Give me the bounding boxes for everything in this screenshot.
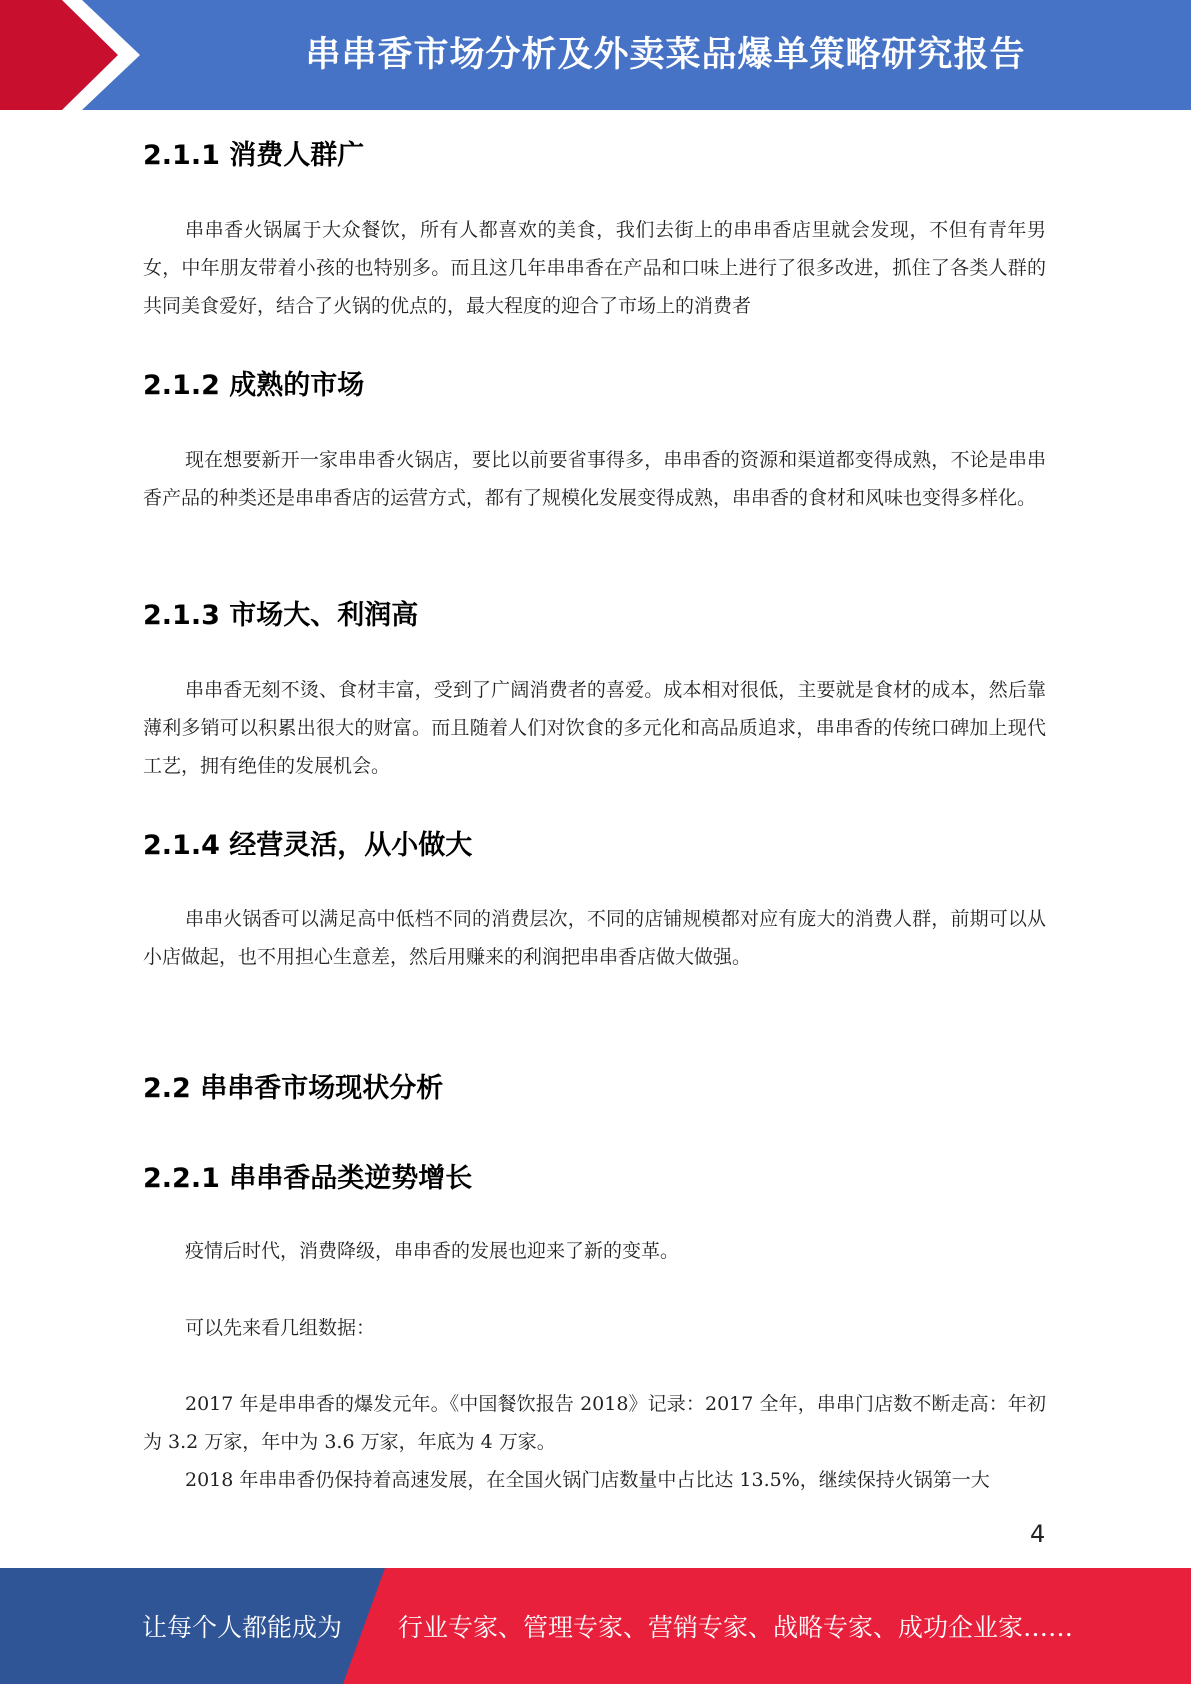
report-title: 串串香市场分析及外卖菜品爆单策略研究报告 — [305, 35, 1026, 75]
paragraph: 串串火锅香可以满足高中低档不同的消费层次，不同的店铺规模都对应有庞大的消费人群，前期可以从小店做起，也不用担心生意差，然后用赚来的利润把串串香店做大做强。 — [143, 908, 1046, 968]
section-heading-2-1-3: 2.1.3 市场大、利润高 — [143, 600, 419, 631]
paragraph: 串串香无刻不烫、食材丰富，受到了广阔消费者的喜爱。成本相对很低，主要就是食材的成本，然后靠薄利多销可以积累出很大的财富。而且随着人们对饮食的多元化和高品质追求，串串香的传统口碑加上现代工艺，拥有绝佳的发展机会。 — [143, 679, 1046, 777]
section-heading-2-1-1: 2.1.1 消费人群广 — [143, 140, 365, 171]
section-heading-2-2-1: 2.2.1 串串香品类逆势增长 — [143, 1163, 473, 1194]
page-footer — [0, 1568, 1191, 1684]
footer-slogan-right: 行业专家、管理专家、营销专家、战略专家、成功企业家…… — [398, 1613, 1074, 1642]
paragraph: 疫情后时代，消费降级，串串香的发展也迎来了新的变革。 — [185, 1240, 680, 1262]
paragraph: 2018 年串串香仍保持着高速发展，在全国火锅门店数量中占比达 13.5%，继续保持火锅第一大 — [185, 1469, 990, 1491]
paragraph: 串串香火锅属于大众餐饮，所有人都喜欢的美食，我们去街上的串串香店里就会发现，不但有青年男女，中年朋友带着小孩的也特别多。而且这几年串串香在产品和口味上进行了很多改进，抓住了各类人群的共同美食爱好，结合了火锅的优点的，最大程度的迎合了市场上的消费者 — [143, 219, 1046, 317]
section-heading-2-1-2: 2.1.2 成熟的市场 — [143, 370, 365, 401]
paragraph: 可以先来看几组数据： — [185, 1317, 376, 1339]
page-header — [0, 0, 1191, 110]
page-number: 4 — [1030, 1520, 1046, 1548]
section-heading-2-1-4: 2.1.4 经营灵活，从小做大 — [143, 830, 473, 861]
paragraph: 现在想要新开一家串串香火锅店，要比以前要省事得多，串串香的资源和渠道都变得成熟，不论是串串香产品的种类还是串串香店的运营方式，都有了规模化发展变得成熟，串串香的食材和风味也变得多样化。 — [143, 449, 1046, 509]
header-arrow-decoration — [0, 0, 160, 110]
section-heading-2-2: 2.2 串串香市场现状分析 — [143, 1073, 444, 1104]
footer-slogan-left: 让每个人都能成为 — [142, 1613, 343, 1642]
paragraph: 2017 年是串串香的爆发元年。《中国餐饮报告 2018》记录：2017 全年，串串门店数不断走高：年初为 3.2 万家，年中为 3.6 万家，年底为 4 万家。 — [143, 1393, 1046, 1453]
